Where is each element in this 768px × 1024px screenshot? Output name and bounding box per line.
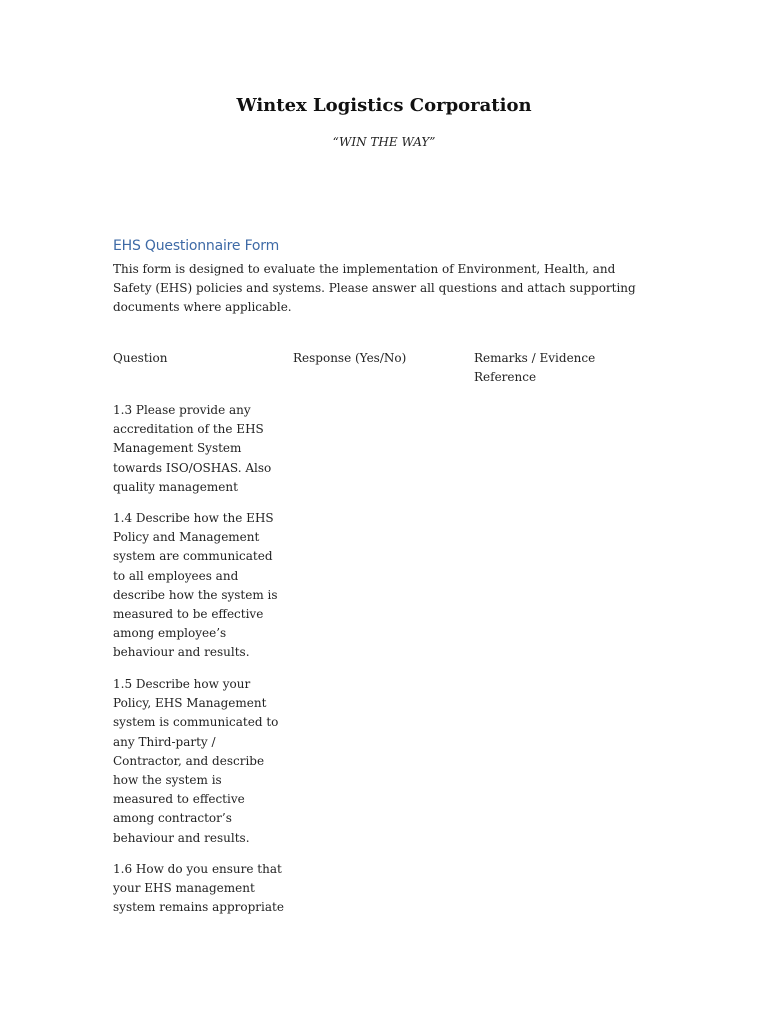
column-header-question: Question	[113, 351, 168, 365]
question-1-4: 1.4 Describe how the EHS Policy and Management system are communicated to all employees and describe how the system is measured to be effective among employee’s behaviour and results.	[113, 511, 278, 660]
question-1-5: 1.5 Describe how your Policy, EHS Management system is communicated to any Third-party / Contractor, and describe how the system is measured to effective among contractor’s behaviour and results.	[113, 677, 279, 845]
question-1-3: 1.3 Please provide any accreditation of the EHS Management System towards ISO/OSHAS. Also quality management	[113, 403, 272, 494]
question-1-6: 1.6 How do you ensure that your EHS management system remains appropriate	[113, 862, 284, 915]
column-header-remarks: Remarks / Evidence Reference	[474, 351, 596, 385]
company-title: Wintex Logistics Corporation	[236, 95, 532, 116]
form-intro: This form is designed to evaluate the implementation of Environment, Health, and Safety (EHS) policies and systems. Please answer all questions and attach supporting documents where applicable.	[113, 262, 636, 315]
column-header-response: Response (Yes/No)	[293, 351, 407, 365]
form-heading: EHS Questionnaire Form	[113, 238, 280, 254]
company-tagline: “WIN THE WAY”	[332, 135, 436, 149]
